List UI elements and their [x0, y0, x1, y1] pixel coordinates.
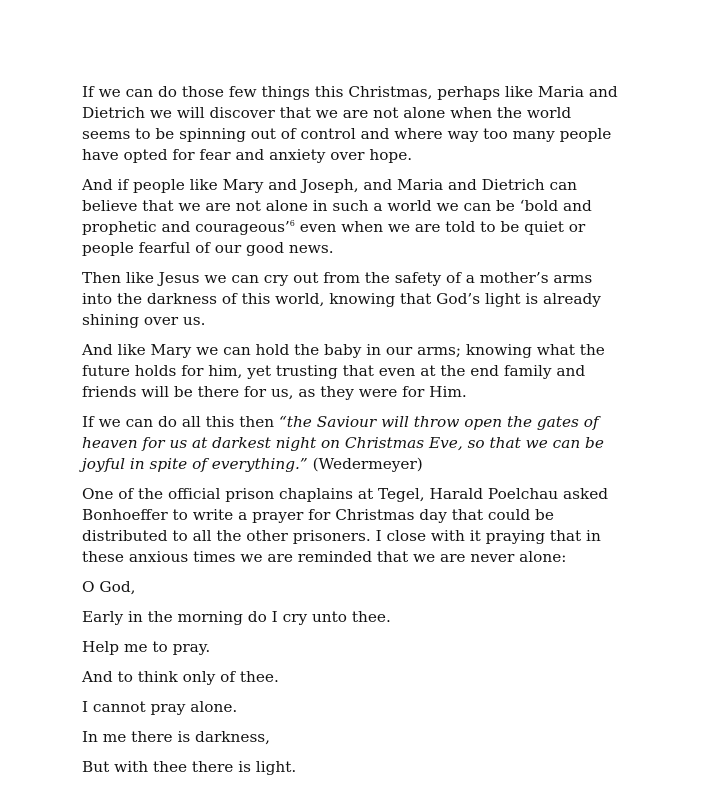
quote-attribution: (Wedermeyer)	[307, 455, 423, 473]
prayer-line-5: I cannot pray alone.	[82, 698, 238, 716]
paragraph-2-text: And if people like Mary and Joseph, and Maria and Dietrich can believe that we are not alone in such a world we can be ‘bold and prophetic and courageous’	[82, 176, 592, 236]
prayer-line-1: O God,	[82, 578, 136, 596]
paragraph-5	[82, 412, 622, 475]
prayer-line-2: Early in the morning do I cry unto thee.	[82, 608, 391, 626]
paragraph-2-text-continued: even when we are told to be quiet or people fearful of our good news.	[82, 218, 586, 257]
prayer-line-4: And to think only of thee.	[82, 668, 279, 686]
italic-quote: “the Saviour will throw open the gates of heaven for us at darkest night on Christmas Eve, so that we can be joyful in spite of everything.”	[82, 413, 604, 473]
paragraph-6: One of the official prison chaplains at Tegel, Harald Poelchau asked Bonhoeffer to write a prayer for Christmas day that could be distributed to all the other prisoners. I close with it praying that in these anxious times we are reminded that we are never alone:	[82, 485, 609, 566]
paragraph-1: If we can do those few things this Christmas, perhaps like Maria and Dietrich we will discover that we are not alone when the world seems to be spinning out of control and where way too many people have opted for fear and anxiety over hope.	[82, 83, 618, 164]
prayer-line-3: Help me to pray.	[82, 638, 211, 656]
paragraph-3: Then like Jesus we can cry out from the safety of a mother’s arms into the darkness of this world, knowing that God’s light is already shining over us.	[82, 269, 601, 329]
paragraph-4: And like Mary we can hold the baby in our arms; knowing what the future holds for him, yet trusting that even at the end family and friends will be there for us, as they were for Him.	[82, 341, 605, 401]
prayer-line-7: But with thee there is light.	[82, 758, 297, 776]
prayer-line-6: In me there is darkness,	[82, 728, 271, 746]
paragraph-5-text: If we can do all this then	[82, 413, 279, 431]
footnote-marker: 6	[289, 219, 295, 228]
paragraph-2	[82, 175, 622, 259]
document-page	[82, 82, 622, 787]
